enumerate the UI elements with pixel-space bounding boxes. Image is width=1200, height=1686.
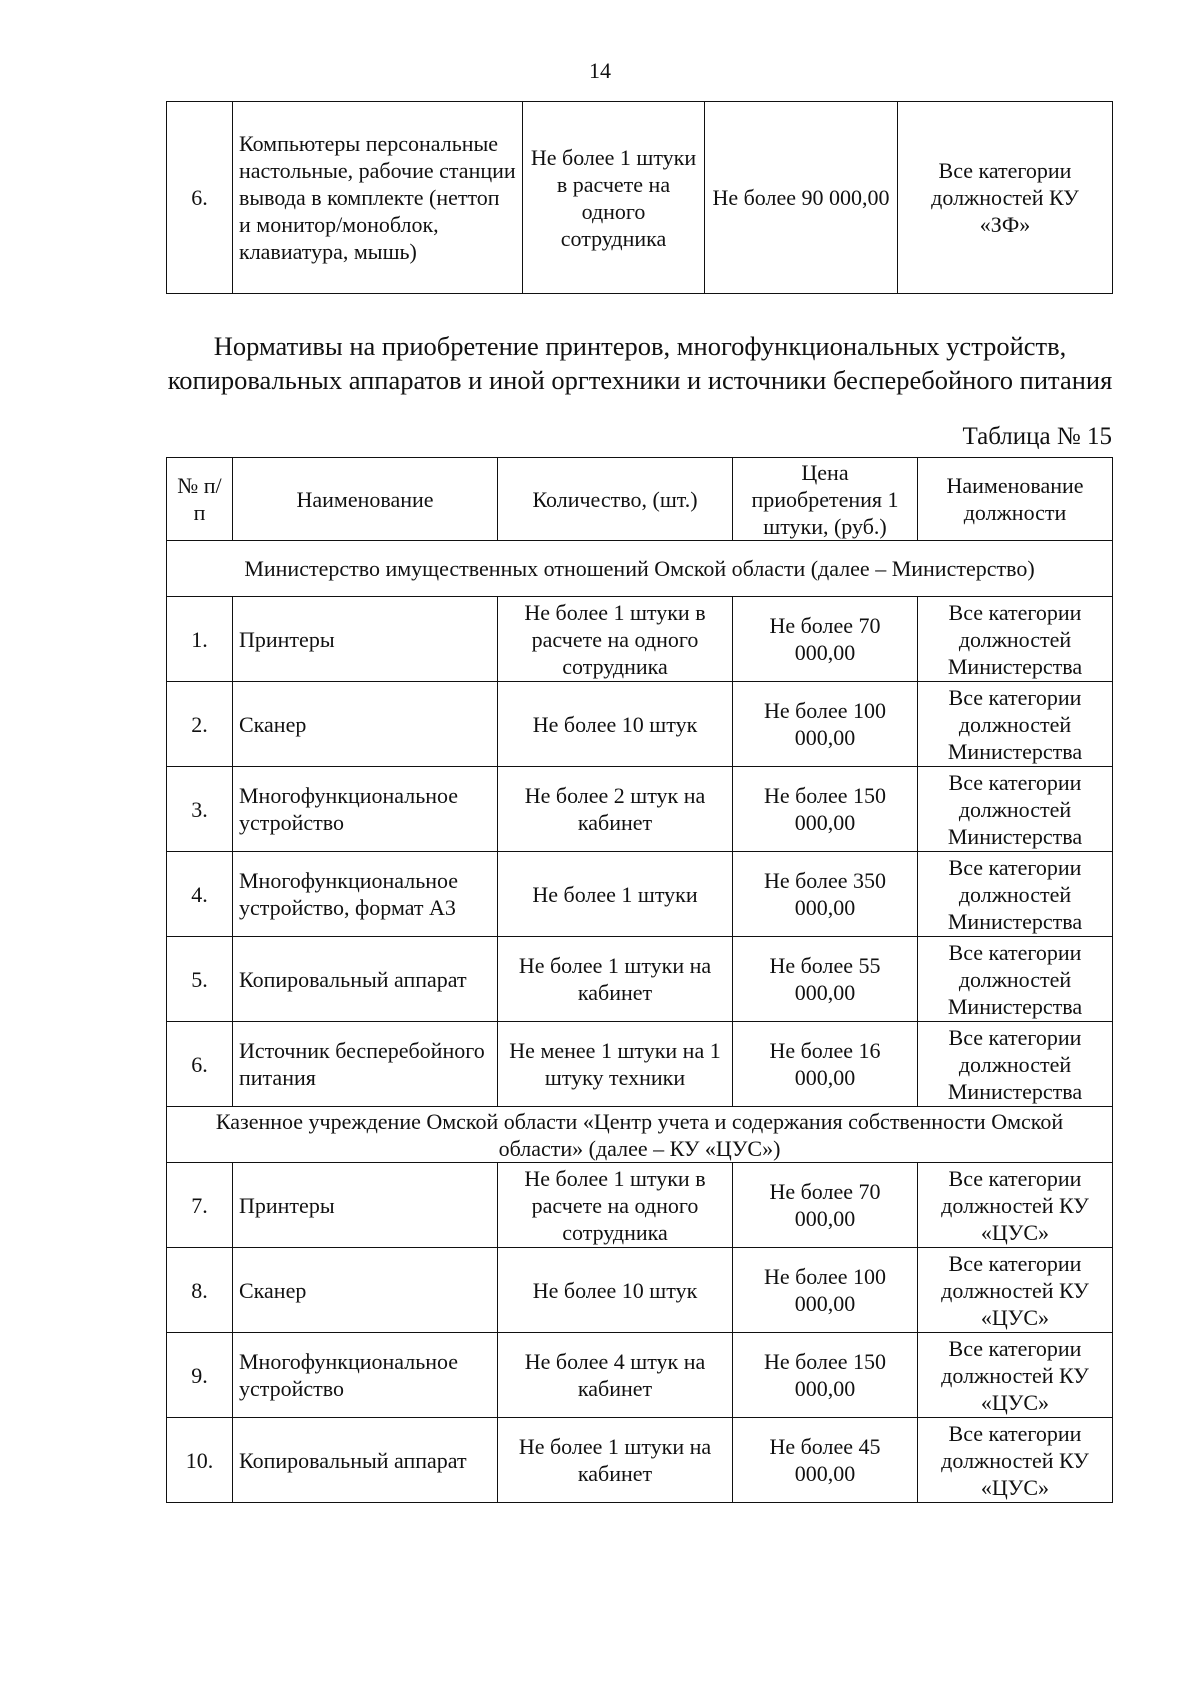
item-quantity: Не более 1 штуки в расчете на одного сотрудника: [523, 102, 705, 294]
item-position: Все категории должностей КУ «ЦУС»: [918, 1333, 1113, 1418]
item-price: Не более 90 000,00: [705, 102, 898, 294]
table-row: [167, 1333, 1113, 1418]
item-position: Все категории должностей КУ «ЗФ»: [898, 102, 1113, 294]
row-number: 9.: [167, 1333, 233, 1418]
table-row: [167, 682, 1113, 767]
item-quantity: Не более 10 штук: [498, 682, 733, 767]
item-quantity: Не более 10 штук: [498, 1248, 733, 1333]
header-price: Цена приобретения 1 штуки, (руб.): [733, 458, 918, 541]
row-number: 2.: [167, 682, 233, 767]
item-quantity: Не более 1 штуки на кабинет: [498, 1418, 733, 1503]
item-position: Все категории должностей Министерства: [918, 937, 1113, 1022]
item-price: Не более 16 000,00: [733, 1022, 918, 1107]
item-position: Все категории должностей Министерства: [918, 597, 1113, 682]
item-position: Все категории должностей КУ «ЦУС»: [918, 1248, 1113, 1333]
item-price: Не более 350 000,00: [733, 852, 918, 937]
header-quantity: Количество, (шт.): [498, 458, 733, 541]
item-name: Копировальный аппарат: [233, 937, 498, 1022]
top-table: [166, 101, 1113, 294]
item-name: Многофункциональное устройство: [233, 1333, 498, 1418]
item-position: Все категории должностей КУ «ЦУС»: [918, 1163, 1113, 1248]
item-price: Не более 70 000,00: [733, 597, 918, 682]
item-price: Не более 70 000,00: [733, 1163, 918, 1248]
section-row: [167, 541, 1113, 597]
item-price: Не более 45 000,00: [733, 1418, 918, 1503]
item-position: Все категории должностей Министерства: [918, 1022, 1113, 1107]
header-name: Наименование: [233, 458, 498, 541]
item-name: Сканер: [233, 682, 498, 767]
item-name: Сканер: [233, 1248, 498, 1333]
item-quantity: Не более 4 штук на кабинет: [498, 1333, 733, 1418]
item-name: Многофункциональное устройство: [233, 767, 498, 852]
row-number: 3.: [167, 767, 233, 852]
table-row: [167, 1163, 1113, 1248]
item-name: Многофункциональное устройство, формат А3: [233, 852, 498, 937]
section-title: Нормативы на приобретение принтеров, многофункциональных устройств, копировальных аппаратов и иной оргтехники и источники бесперебойного питания: [167, 331, 1113, 395]
row-number: 1.: [167, 597, 233, 682]
item-price: Не более 150 000,00: [733, 767, 918, 852]
row-number: 6.: [167, 1022, 233, 1107]
item-name: Принтеры: [233, 597, 498, 682]
item-position: Все категории должностей Министерства: [918, 682, 1113, 767]
header-num: № п/п: [167, 458, 233, 541]
table-row: [167, 937, 1113, 1022]
table-row: [167, 767, 1113, 852]
row-number: 10.: [167, 1418, 233, 1503]
item-quantity: Не менее 1 штуки на 1 штуку техники: [498, 1022, 733, 1107]
row-number: 8.: [167, 1248, 233, 1333]
item-quantity: Не более 1 штуки в расчете на одного сотрудника: [498, 597, 733, 682]
section-row: [167, 1107, 1113, 1163]
table-row: [167, 1022, 1113, 1107]
table-row: [167, 102, 1113, 294]
main-table: [166, 457, 1113, 1503]
table-row: [167, 1248, 1113, 1333]
row-number: 4.: [167, 852, 233, 937]
section-heading: Казенное учреждение Омской области «Центр учета и содержания собственности Омской области» (далее – КУ «ЦУС»): [167, 1107, 1113, 1163]
row-number: 6.: [167, 102, 233, 294]
item-position: Все категории должностей Министерства: [918, 767, 1113, 852]
item-name: Источник бесперебойного питания: [233, 1022, 498, 1107]
header-position: Наименование должности: [918, 458, 1113, 541]
table-row: [167, 1418, 1113, 1503]
table-row: [167, 597, 1113, 682]
item-price: Не более 150 000,00: [733, 1333, 918, 1418]
item-price: Не более 100 000,00: [733, 682, 918, 767]
page-number: 14: [589, 58, 611, 83]
row-number: 7.: [167, 1163, 233, 1248]
section-heading: Министерство имущественных отношений Омской области (далее – Министерство): [167, 541, 1113, 597]
item-quantity: Не более 1 штуки: [498, 852, 733, 937]
item-position: Все категории должностей КУ «ЦУС»: [918, 1418, 1113, 1503]
table-header-row: [167, 458, 1113, 541]
item-price: Не более 55 000,00: [733, 937, 918, 1022]
table-caption: Таблица № 15: [962, 423, 1112, 450]
item-quantity: Не более 1 штуки на кабинет: [498, 937, 733, 1022]
item-price: Не более 100 000,00: [733, 1248, 918, 1333]
item-name: Компьютеры персональные настольные, рабочие станции вывода в комплекте (неттоп и монитор/моноблок, клавиатура, мышь): [233, 102, 523, 294]
item-name: Принтеры: [233, 1163, 498, 1248]
row-number: 5.: [167, 937, 233, 1022]
item-name: Копировальный аппарат: [233, 1418, 498, 1503]
item-quantity: Не более 1 штуки в расчете на одного сотрудника: [498, 1163, 733, 1248]
item-position: Все категории должностей Министерства: [918, 852, 1113, 937]
item-quantity: Не более 2 штук на кабинет: [498, 767, 733, 852]
table-row: [167, 852, 1113, 937]
